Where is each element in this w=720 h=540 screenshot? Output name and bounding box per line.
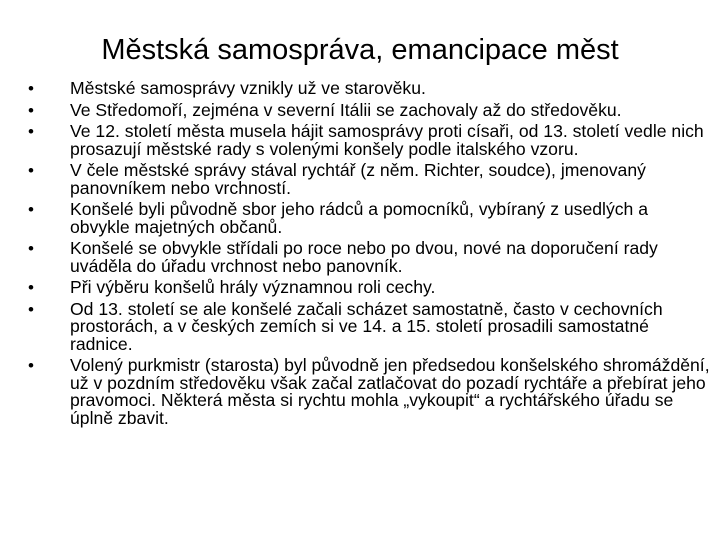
bullet-point-icon: • — [28, 356, 34, 375]
bullet-item — [22, 123, 712, 158]
bullet-point-icon: • — [28, 278, 34, 297]
bullet-text: Konšelé byli původně sbor jeho rádců a pomocníků, vybíraný z usedlých a obvykle majetných občanů. — [70, 199, 648, 237]
bullet-item — [22, 298, 712, 354]
bullet-point-icon: • — [28, 299, 34, 319]
bullet-item — [22, 240, 712, 275]
bullet-list — [22, 80, 712, 431]
bullet-point-icon: • — [28, 122, 34, 141]
bullet-item — [22, 99, 712, 120]
bullet-point-icon: • — [28, 161, 34, 180]
bullet-text: Ve Středomoří, zejména v severní Itálii se zachovaly až do středověku. — [70, 99, 622, 120]
bullet-point-icon: • — [28, 239, 34, 258]
bullet-point-icon: • — [28, 200, 34, 219]
bullet-text: Volený purkmistr (starosta) byl původně jen předsedou konšelského shromáždění, už v pozdním středověku však začal zatlačovat do pozadí rychtáře a přebírat jeho pravomoci. Některá města si rychtu mohla „vykoupit“ a rychtářského úřadu se úplně zbavit. — [70, 355, 710, 428]
bullet-item — [22, 201, 712, 236]
bullet-item — [22, 279, 712, 297]
bullet-text: Při výběru konšelů hrály významnou roli cechy. — [70, 277, 436, 297]
bullet-item — [22, 80, 712, 98]
bullet-item — [22, 162, 712, 197]
bullet-text: Od 13. století se ale konšelé začali scházet samostatně, často v cechovních prostorách, a v českých zemích si ve 14. a 15. století prosadili samostatné radnice. — [70, 298, 663, 354]
bullet-text: Městské samosprávy vznikly už ve starověku. — [70, 78, 426, 98]
bullet-point-icon: • — [28, 79, 34, 98]
bullet-text: Ve 12. století města musela hájit samosprávy proti císaři, od 13. století vedle nich prosazují městské rady s volenými konšely podle italského vzoru. — [70, 121, 704, 159]
bullet-text: V čele městské správy stával rychtář (z něm. Richter, soudce), jmenovaný panovníkem nebo vrchností. — [70, 160, 646, 198]
bullet-point-icon: • — [28, 100, 34, 120]
bullet-text: Konšelé se obvykle střídali po roce nebo po dvou, nové na doporučení rady uváděla do úřadu vrchnost nebo panovník. — [70, 238, 658, 276]
slide-title: Městská samospráva, emancipace měst — [101, 34, 619, 66]
bullet-item — [22, 357, 712, 427]
